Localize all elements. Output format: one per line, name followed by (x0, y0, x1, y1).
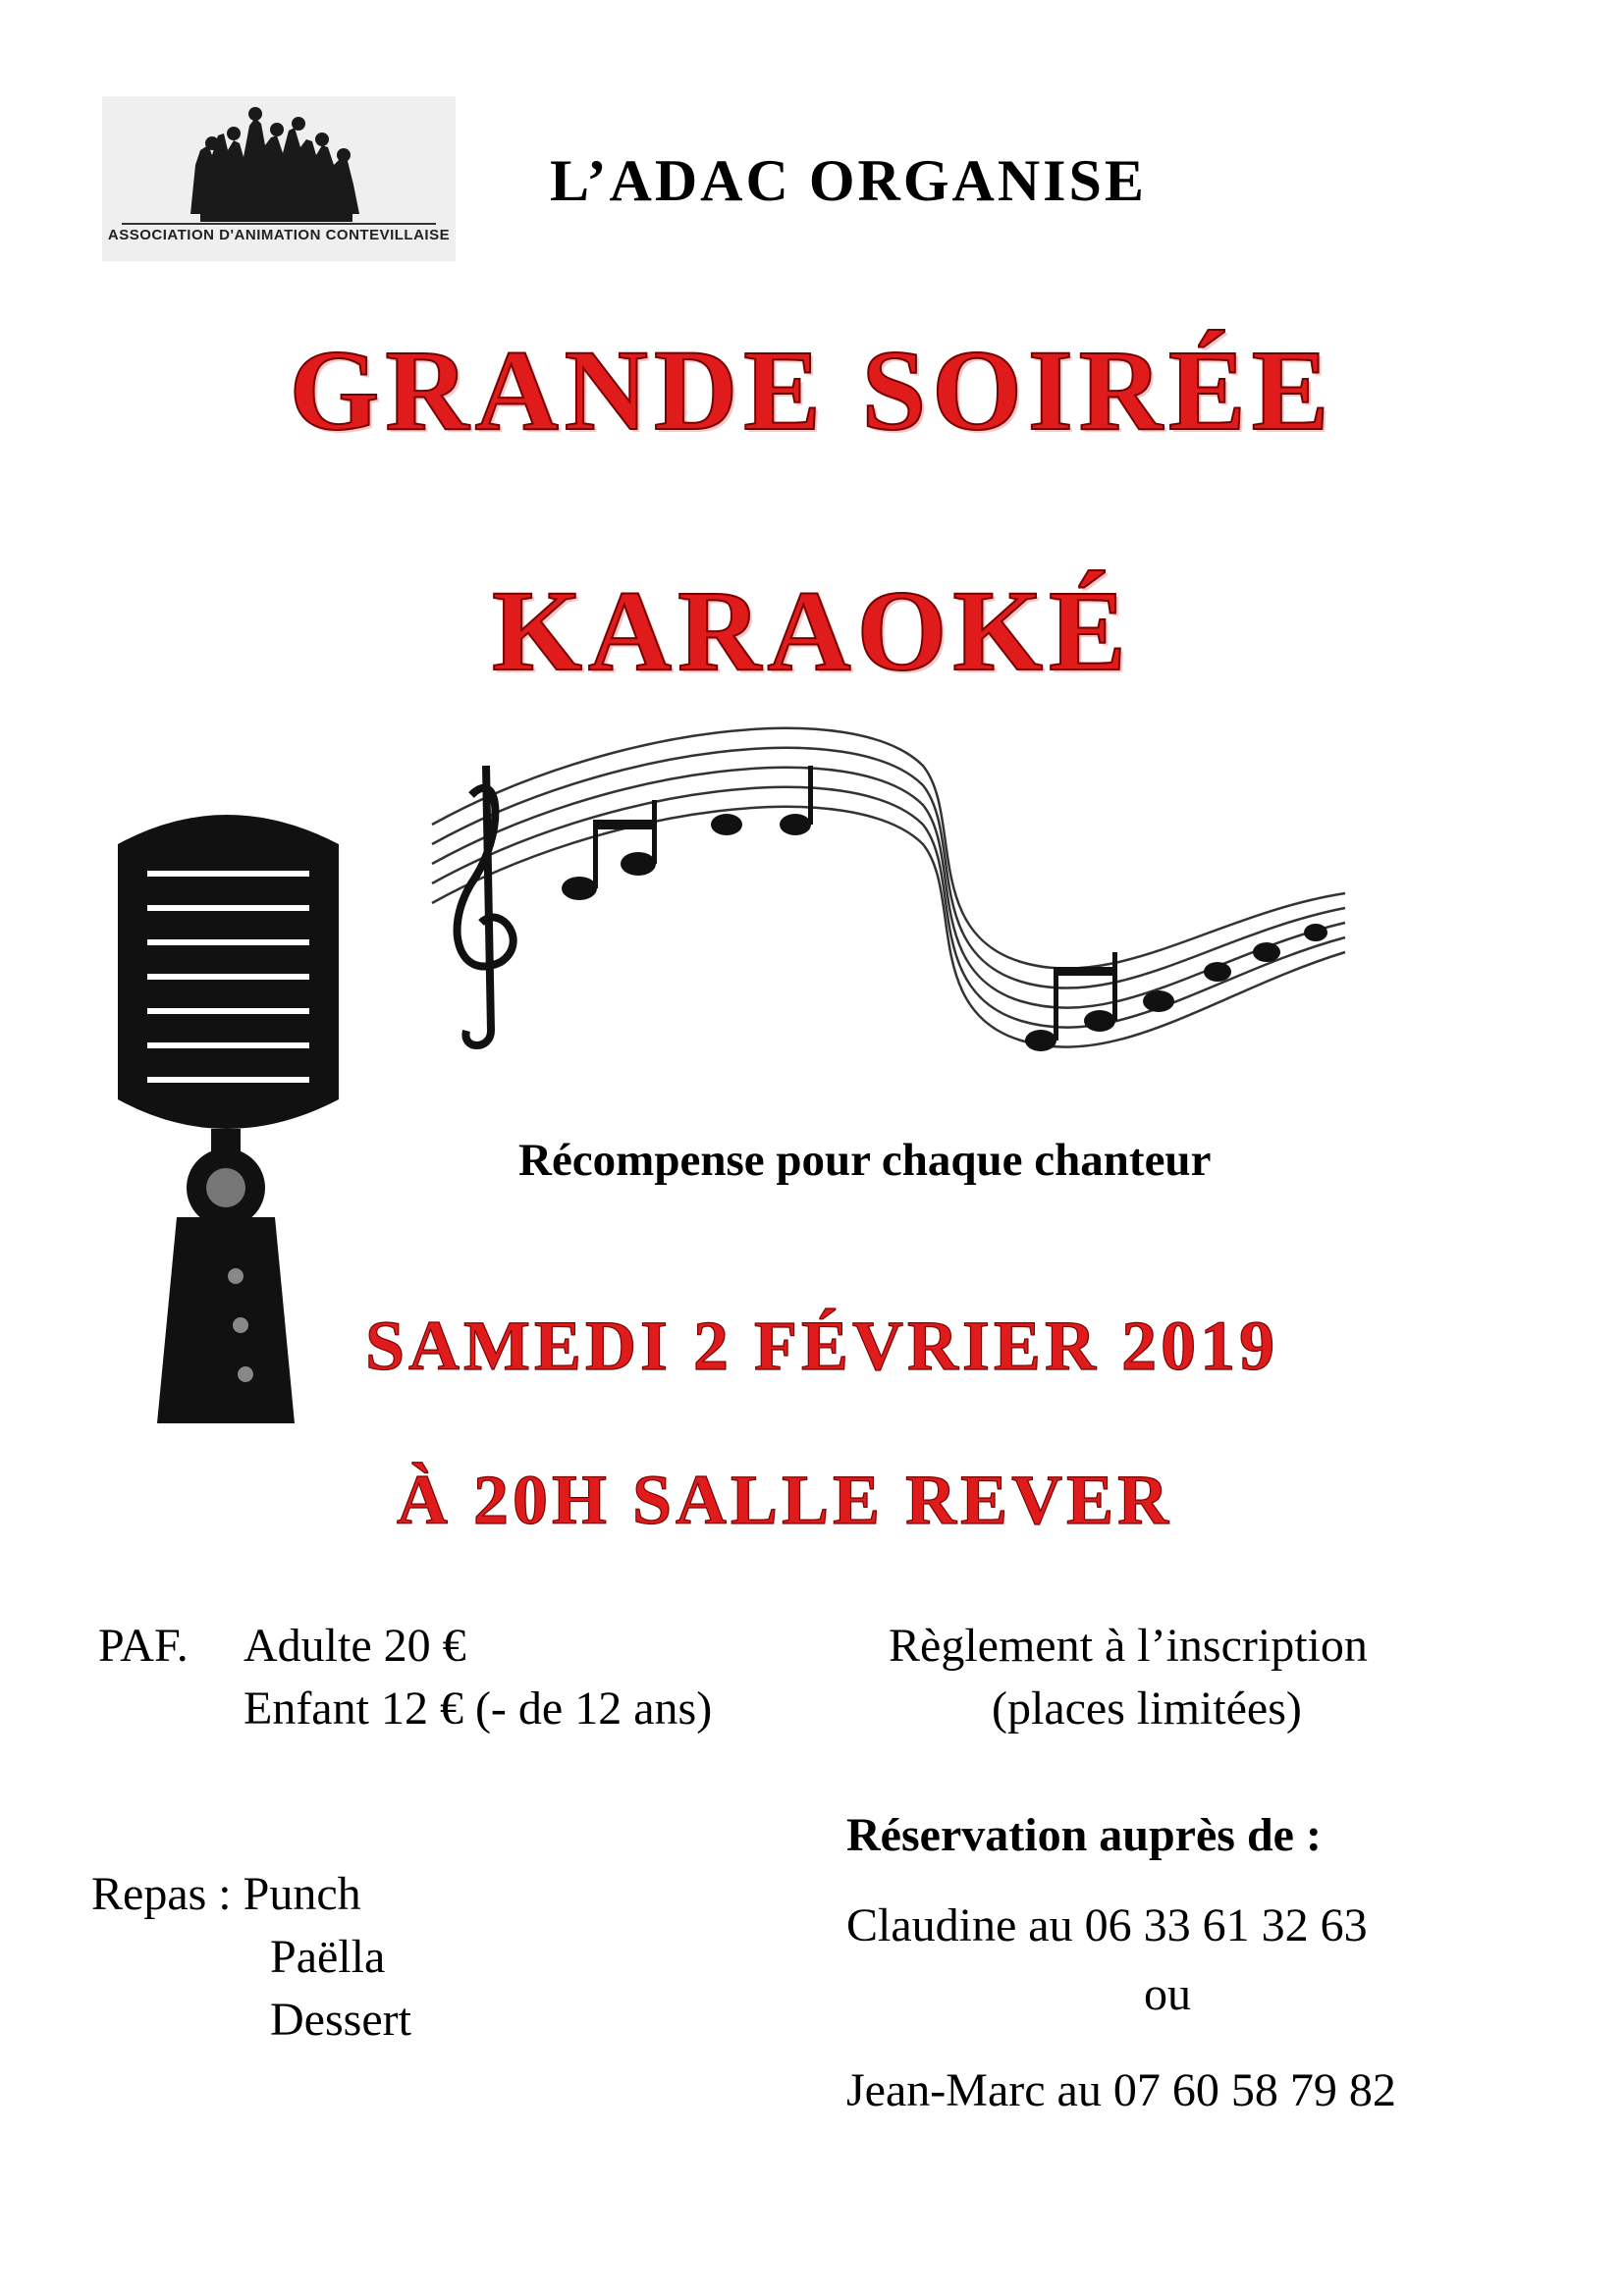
meal-item: Paëlla (270, 1931, 386, 1983)
contact-jean-marc: Jean-Marc au 07 60 58 79 82 (846, 2064, 1396, 2116)
price-adult: Adulte 20 € (244, 1620, 466, 1672)
meal-item: Dessert (270, 1994, 411, 2046)
reservation-heading: Réservation auprès de : (846, 1809, 1322, 1861)
microphone-icon (79, 775, 383, 1453)
title-line-1: GRANDE SOIRÉE (289, 326, 1335, 454)
price-child: Enfant 12 € (- de 12 ans) (244, 1682, 713, 1735)
logo-text: ASSOCIATION D'ANIMATION CONTEVILLAISE (107, 227, 451, 243)
payment-line-1: Règlement à l’inscription (889, 1620, 1368, 1672)
payment-line-2: (places limitées) (992, 1682, 1302, 1735)
adac-logo (102, 96, 456, 261)
contact-claudine: Claudine au 06 33 61 32 63 (846, 1899, 1368, 1951)
event-date: SAMEDI 2 FÉVRIER 2019 (365, 1307, 1279, 1385)
organiser-heading: L’ADAC ORGANISE (550, 148, 1147, 213)
meal-label: Repas : Punch (91, 1868, 361, 1920)
reward-text: Récompense pour chaque chanteur (518, 1135, 1212, 1186)
price-label: PAF. (98, 1620, 189, 1672)
title-line-2: KARAOKÉ (492, 566, 1132, 695)
contact-separator: ou (1144, 1968, 1191, 2020)
music-notes-icon (412, 707, 1355, 1080)
event-time-venue: À 20H SALLE REVER (397, 1461, 1173, 1539)
